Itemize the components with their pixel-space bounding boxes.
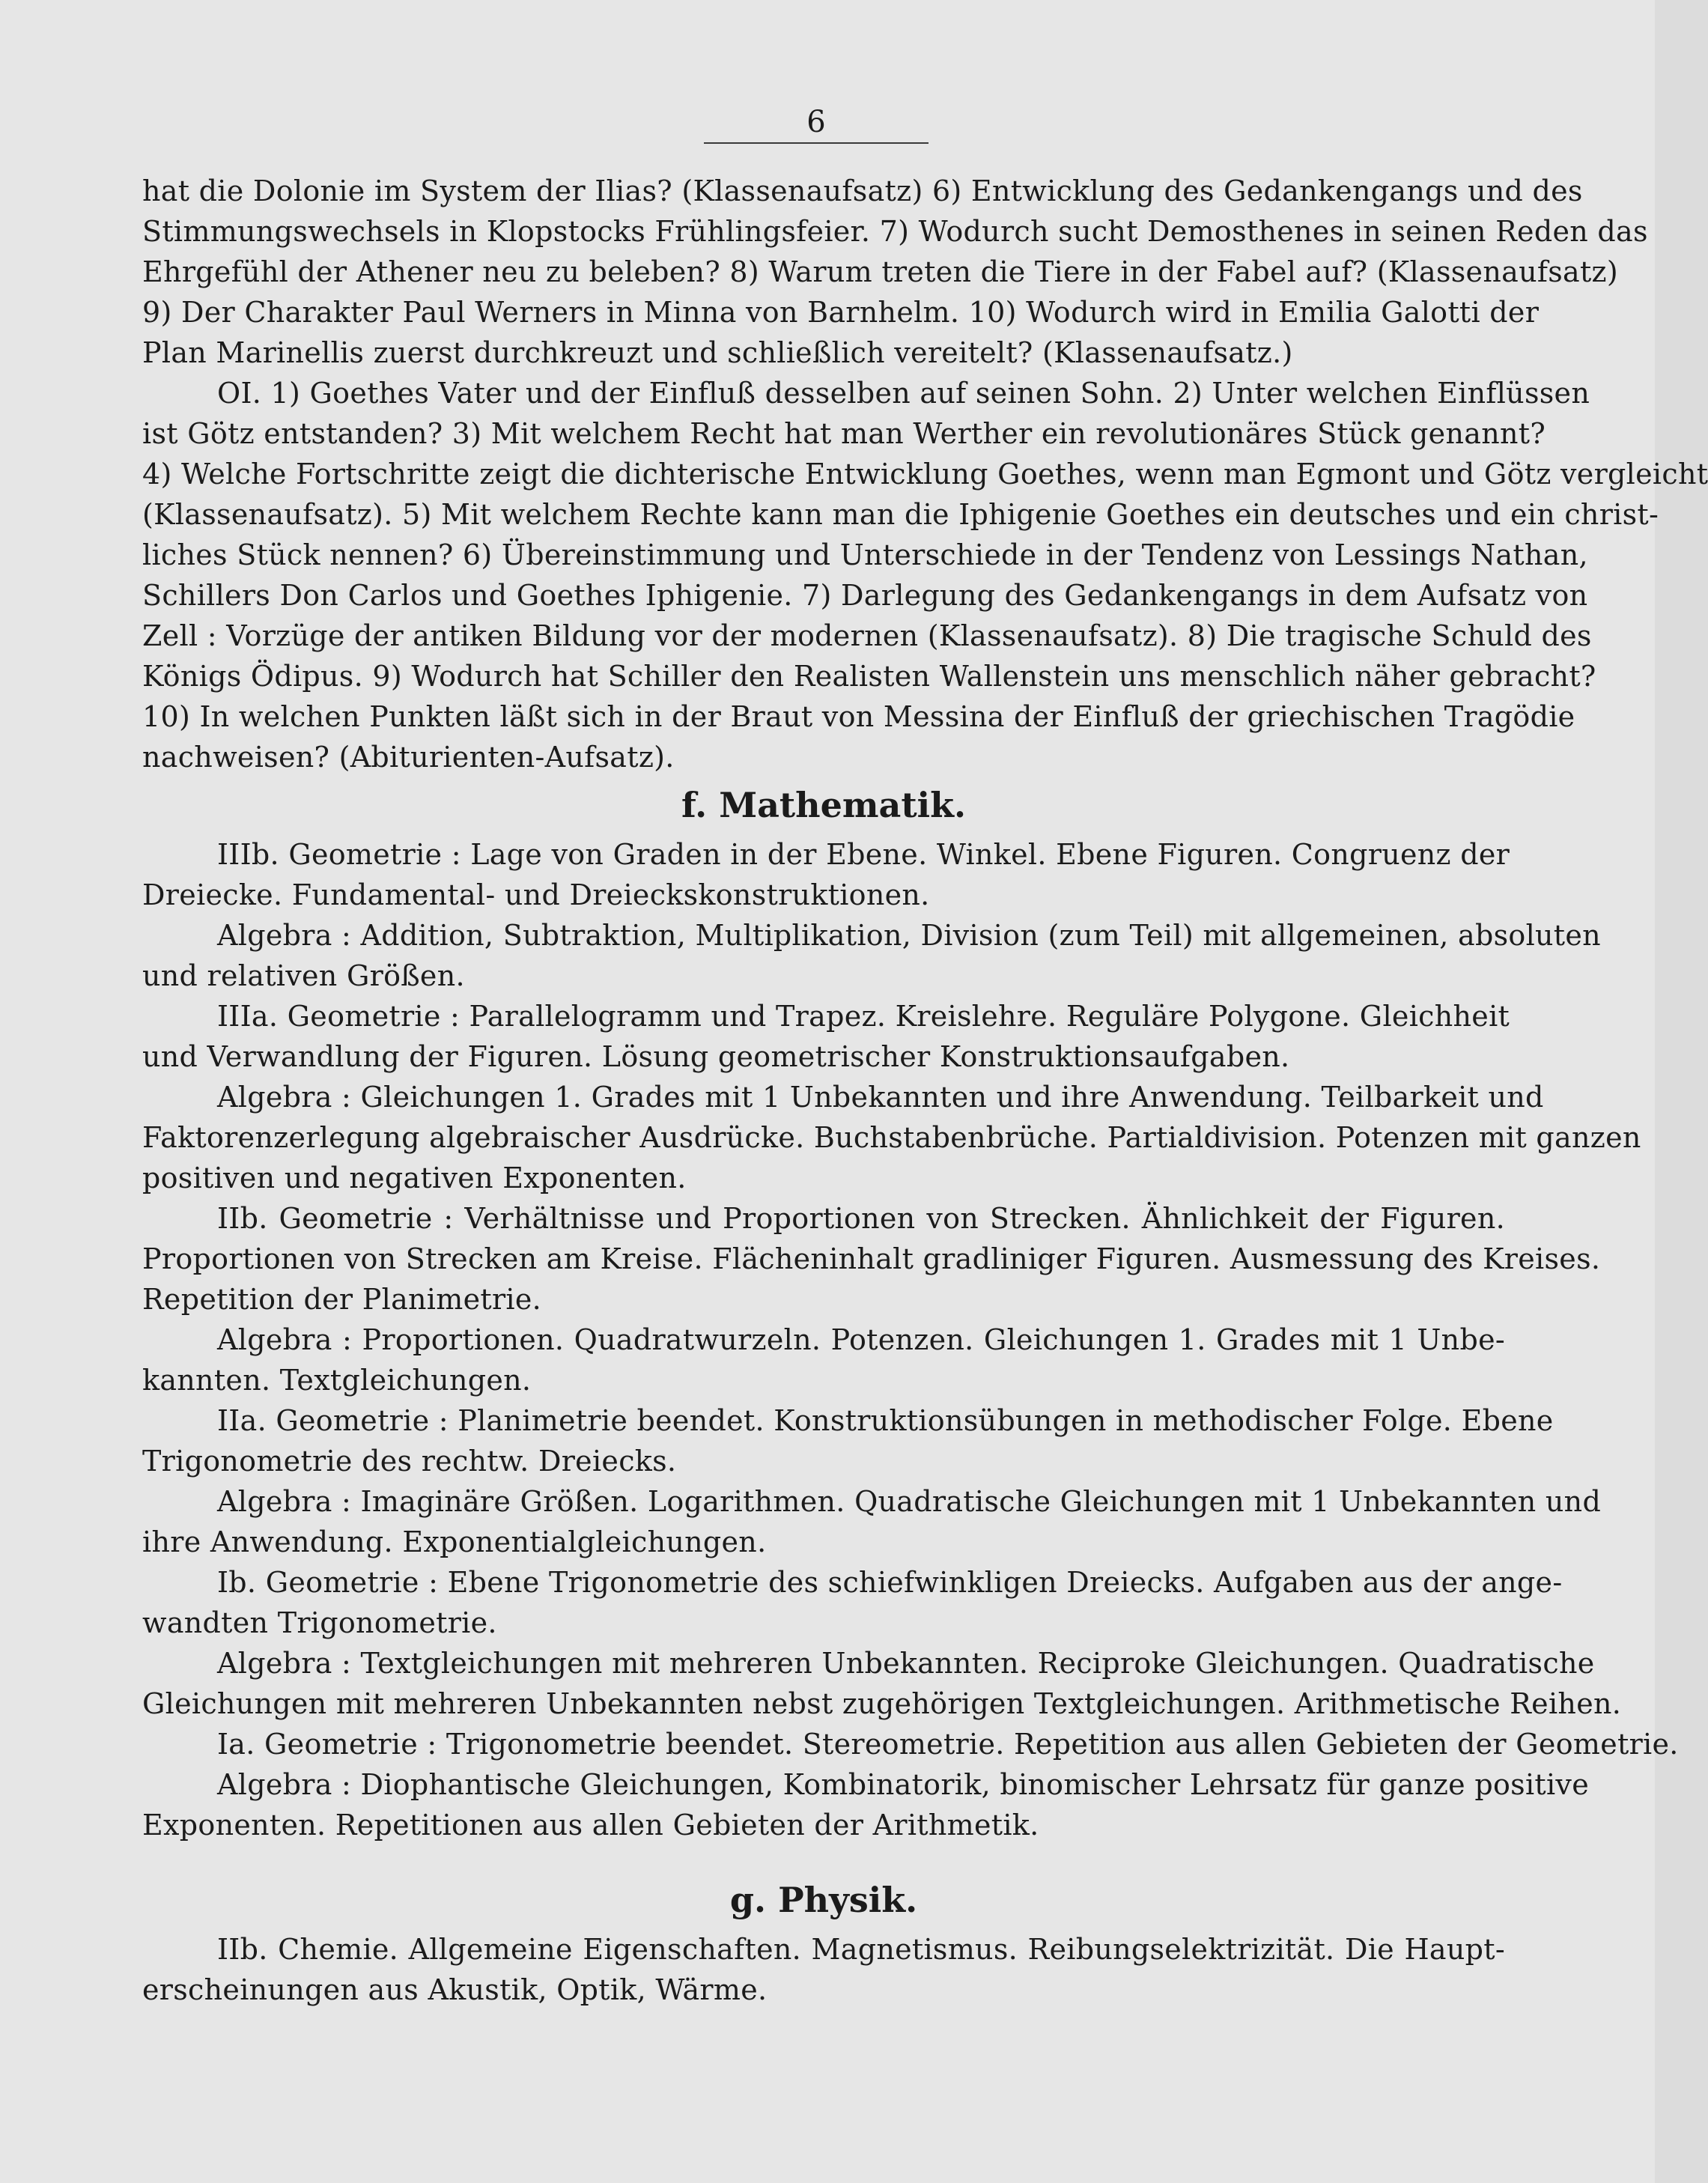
text-line: Gleichungen mit mehreren Unbekannten nebst zugehörigen Textgleichungen. Arithmetische Reihen. — [142, 1687, 1622, 1720]
math-block-iiia-algebra — [142, 1077, 1641, 1198]
physics-block-iib — [142, 1929, 1505, 2010]
text-line: IIIa. Geometrie : Parallelogramm und Trapez. Kreislehre. Reguläre Polygone. Gleichheit — [217, 1000, 1510, 1033]
math-block-iib-geometrie — [142, 1198, 1601, 1320]
paragraph-oii-continuation — [142, 171, 1648, 373]
text-line: IIb. Chemie. Allgemeine Eigenschaften. Magnetismus. Reibungselektrizität. Die Haupt- — [217, 1933, 1505, 1966]
text-line: und relativen Größen. — [142, 959, 465, 992]
text-line: Stimmungswechsels in Klopstocks Frühlingsfeier. 7) Wodurch sucht Demosthenes in seinen Reden das — [142, 215, 1648, 248]
text-line: IIb. Geometrie : Verhältnisse und Proportionen von Strecken. Ähnlichkeit der Figuren. — [217, 1202, 1505, 1235]
text-line: Repetition der Planimetrie. — [142, 1283, 542, 1316]
text-line: Proportionen von Strecken am Kreise. Flächeninhalt gradliniger Figuren. Ausmessung des Kreises. — [142, 1242, 1601, 1275]
text-line: Algebra : Gleichungen 1. Grades mit 1 Unbekannten und ihre Anwendung. Teilbarkeit und — [217, 1081, 1544, 1114]
math-block-iib-algebra — [142, 1320, 1505, 1400]
text-line: Algebra : Imaginäre Größen. Logarithmen. Quadratische Gleichungen mit 1 Unbekannten und — [217, 1485, 1602, 1518]
text-line: Ehrgefühl der Athener neu zu beleben? 8) Warum treten die Tiere in der Fabel auf? (Klassenaufsatz) — [142, 255, 1618, 288]
math-block-iia-algebra — [142, 1481, 1602, 1562]
text-line: Faktorenzerlegung algebraischer Ausdrücke. Buchstabenbrüche. Partialdivision. Potenzen mit ganzen — [142, 1121, 1641, 1154]
text-line: Plan Marinellis zuerst durchkreuzt und schließlich vereitelt? (Klassenaufsatz.) — [142, 336, 1293, 369]
section-heading-mathematik: f. Mathematik. — [681, 785, 966, 825]
text-line: IIa. Geometrie : Planimetrie beendet. Konstruktionsübungen in methodischer Folge. Ebene — [217, 1404, 1554, 1437]
page-body — [142, 171, 1708, 2010]
math-block-ia-geometrie — [142, 1724, 1679, 1764]
section-heading-physik: g. Physik. — [729, 1880, 918, 1920]
math-block-iiia-geometrie — [142, 996, 1510, 1077]
text-line: Exponenten. Repetitionen aus allen Gebieten der Arithmetik. — [142, 1809, 1039, 1842]
math-block-ia-algebra — [142, 1764, 1589, 1845]
math-block-ib-algebra — [142, 1643, 1622, 1724]
text-line: nachweisen? (Abiturienten-Aufsatz). — [142, 741, 675, 774]
text-line: hat die Dolonie im System der Ilias? (Klassenaufsatz) 6) Entwicklung des Gedankengangs und des — [142, 174, 1583, 207]
text-line: Algebra : Textgleichungen mit mehreren Unbekannten. Reciproke Gleichungen. Quadratische — [217, 1647, 1595, 1680]
text-line: Algebra : Addition, Subtraktion, Multiplikation, Division (zum Teil) mit allgemeinen, absoluten — [217, 919, 1601, 952]
text-line: 9) Der Charakter Paul Werners in Minna von Barnhelm. 10) Wodurch wird in Emilia Galotti der — [142, 296, 1540, 329]
text-line: erscheinungen aus Akustik, Optik, Wärme. — [142, 1973, 768, 2006]
paragraph-oi — [142, 373, 1708, 777]
text-line: Ia. Geometrie : Trigonometrie beendet. Stereometrie. Repetition aus allen Gebieten der Geometrie. — [217, 1728, 1679, 1761]
math-block-iiib-geometrie — [142, 834, 1510, 915]
text-line: (Klassenaufsatz). 5) Mit welchem Rechte kann man die Iphigenie Goethes ein deutsches und ein christ- — [142, 498, 1659, 531]
text-line: Algebra : Diophantische Gleichungen, Kombinatorik, binomischer Lehrsatz für ganze positive — [217, 1768, 1589, 1801]
text-line: Königs Ödipus. 9) Wodurch hat Schiller den Realisten Wallenstein uns menschlich näher gebracht? — [142, 660, 1596, 693]
text-line: und Verwandlung der Figuren. Lösung geometrischer Konstruktionsaufgaben. — [142, 1040, 1290, 1073]
text-line: liches Stück nennen? 6) Übereinstimmung und Unterschiede in der Tendenz von Lessings Nathan, — [142, 538, 1588, 571]
math-block-iia-geometrie — [142, 1400, 1554, 1481]
text-line: Zell : Vorzüge der antiken Bildung vor der modernen (Klassenaufsatz). 8) Die tragische Schuld des — [142, 619, 1592, 652]
page-number: 6 — [806, 105, 826, 139]
text-line: Ib. Geometrie : Ebene Trigonometrie des schiefwinkligen Dreiecks. Aufgaben aus der ange- — [217, 1566, 1563, 1599]
text-line: IIIb. Geometrie : Lage von Graden in der Ebene. Winkel. Ebene Figuren. Congruenz der — [217, 838, 1510, 871]
text-line: wandten Trigonometrie. — [142, 1606, 497, 1639]
text-line: 4) Welche Fortschritte zeigt die dichterische Entwicklung Goethes, wenn man Egmont und Götz vergleicht — [142, 458, 1708, 491]
text-line: kannten. Textgleichungen. — [142, 1364, 532, 1397]
text-line: Schillers Don Carlos und Goethes Iphigenie. 7) Darlegung des Gedankengangs in dem Aufsatz von — [142, 579, 1588, 612]
text-line: Dreiecke. Fundamental- und Dreieckskonstruktionen. — [142, 878, 930, 911]
text-line: OI. 1) Goethes Vater und der Einfluß desselben auf seinen Sohn. 2) Unter welchen Einflüssen — [217, 377, 1590, 410]
math-block-iiib-algebra — [142, 915, 1601, 996]
text-line: ihre Anwendung. Exponentialgleichungen. — [142, 1525, 767, 1558]
math-block-ib-geometrie — [142, 1562, 1563, 1643]
text-line: Trigonometrie des rechtw. Dreiecks. — [142, 1445, 677, 1478]
text-line: positiven und negativen Exponenten. — [142, 1162, 687, 1194]
text-line: Algebra : Proportionen. Quadratwurzeln. Potenzen. Gleichungen 1. Grades mit 1 Unbe- — [217, 1323, 1505, 1356]
header-rule — [704, 142, 929, 144]
text-line: ist Götz entstanden? 3) Mit welchem Recht hat man Werther ein revolutionäres Stück genannt? — [142, 417, 1546, 450]
text-line: 10) In welchen Punkten läßt sich in der Braut von Messina der Einfluß der griechischen Tragödie — [142, 700, 1575, 733]
